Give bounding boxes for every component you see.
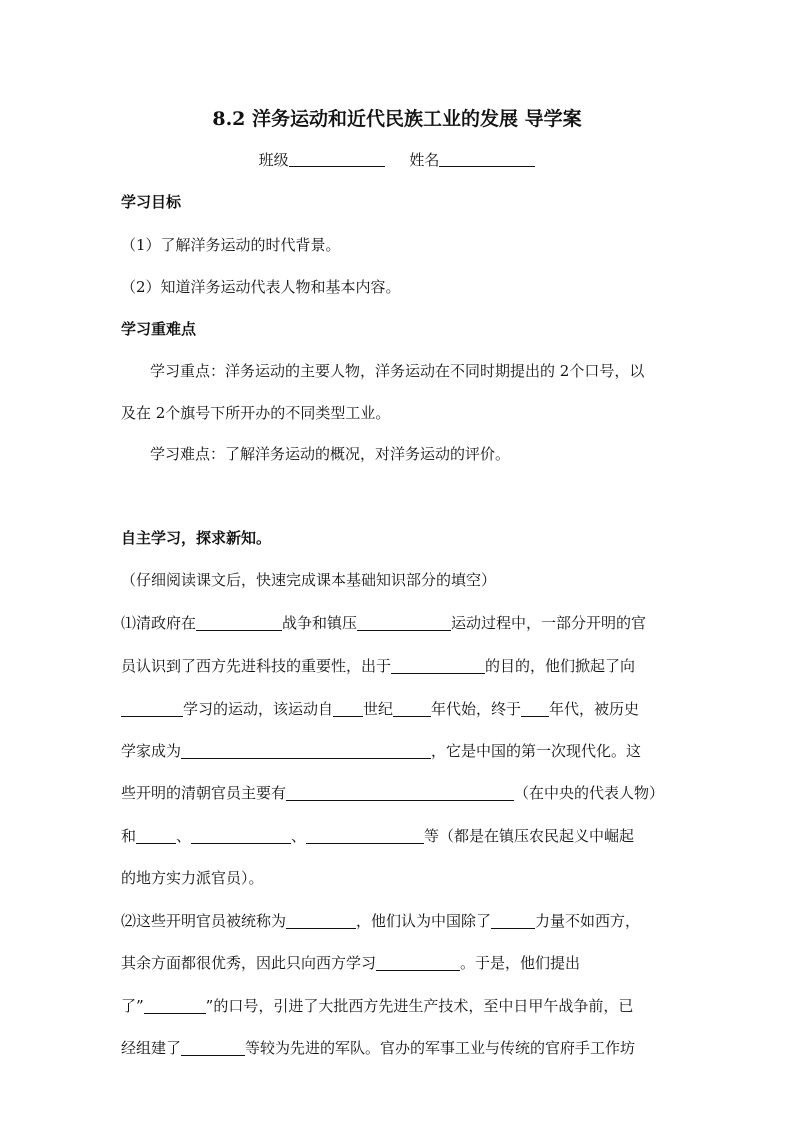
difficulty-text: 学习难点：了解洋务运动的概况，对洋务运动的评价。 — [150, 445, 511, 463]
text-segment: 世纪 — [363, 700, 394, 718]
fill-line-5 — [121, 782, 664, 803]
text-segment: 的目的，他们掀起了向 — [485, 657, 636, 675]
goals-heading: 学习目标 — [121, 193, 182, 211]
text-segment: 运动过程中，一部分开明的官 — [451, 614, 647, 632]
fill-blank[interactable] — [393, 701, 431, 717]
fill-line-9 — [121, 952, 580, 973]
fill-line-7: 的地方实力派官员）。 — [121, 869, 264, 887]
text-segment: 力量不如西方， — [535, 912, 641, 930]
fill-blank[interactable] — [333, 701, 363, 717]
key-point-text: 学习重点：洋务运动的主要人物，洋务运动在不同时期提出的 2个口号，以 — [150, 362, 645, 380]
text-segment: 学习的运动，该运动自 — [183, 700, 334, 718]
page-title: 8.2 洋务运动和近代民族工业的发展 导学案 — [212, 108, 582, 130]
name-label: 姓名 — [409, 151, 440, 169]
key-point-text-cont: 及在 2个旗号下所开办的不同类型工业。 — [121, 404, 391, 422]
class-label: 班级 — [258, 151, 289, 169]
fill-blank[interactable] — [196, 615, 282, 631]
fill-line-2 — [121, 655, 635, 676]
fill-blank[interactable] — [306, 828, 424, 844]
fill-blank[interactable] — [286, 785, 514, 801]
text-segment: 等较为先进的军队。官办的军事工业与传统的官府手工作坊 — [245, 1039, 636, 1057]
text-segment: ，他们认为中国除了 — [356, 912, 492, 930]
class-blank[interactable] — [289, 152, 385, 167]
key-points-heading: 学习重难点 — [121, 320, 197, 338]
text-segment: ⑵这些开明官员被统称为 — [121, 912, 287, 930]
text-segment: 、 — [176, 827, 192, 845]
fill-line-10 — [121, 995, 633, 1016]
text-segment: 些开明的清朝官员主要有 — [121, 784, 287, 802]
fill-blank[interactable] — [181, 1040, 245, 1056]
goal-item-1: （1）了解洋务运动的时代背景。 — [121, 236, 341, 254]
goal-item-2: （2）知道洋务运动代表人物和基本内容。 — [121, 278, 401, 296]
text-segment: 和 — [121, 827, 137, 845]
text-segment: 年代，被历史 — [549, 700, 640, 718]
text-segment: 。于是，他们提出 — [460, 954, 581, 972]
text-segment: 战争和镇压 — [282, 614, 358, 632]
text-segment: 其余方面都很优秀，因此只向西方学习 — [121, 954, 377, 972]
fill-blank[interactable] — [357, 615, 451, 631]
fill-line-3 — [121, 698, 639, 719]
text-segment: 经组建了 — [121, 1039, 182, 1057]
fill-blank[interactable] — [121, 701, 183, 717]
fill-blank[interactable] — [191, 828, 291, 844]
fill-line-11 — [121, 1037, 635, 1058]
text-segment: 员认识到了西方先进科技的重要性，出于 — [121, 657, 392, 675]
fill-blank[interactable] — [491, 913, 535, 929]
fill-blank[interactable] — [521, 701, 549, 717]
text-segment: 年代始，终于 — [431, 700, 522, 718]
text-segment: ⑴清政府在 — [121, 614, 197, 632]
text-segment: 等（都是在镇压农民起义中崛起 — [424, 827, 635, 845]
fill-line-8 — [121, 910, 640, 931]
name-blank[interactable] — [439, 152, 535, 167]
fill-line-6 — [121, 825, 634, 846]
text-segment: （在中央的代表人物） — [514, 784, 665, 802]
fill-blank[interactable] — [286, 913, 356, 929]
text-segment: ，它是中国的第一次现代化。这 — [431, 742, 642, 760]
student-info-line — [0, 149, 794, 170]
fill-blank[interactable] — [376, 955, 460, 971]
instruction-text: （仔细阅读课文后，快速完成课本基础知识部分的填空） — [121, 571, 497, 589]
fill-blank[interactable] — [144, 998, 206, 1014]
fill-line-4 — [121, 740, 641, 761]
fill-blank[interactable] — [136, 828, 176, 844]
fill-blank[interactable] — [181, 743, 431, 759]
fill-blank[interactable] — [391, 658, 485, 674]
text-segment: 学家成为 — [121, 742, 182, 760]
text-segment: ”的口号，引进了大批西方先进生产技术，至中日甲午战争前，已 — [205, 997, 634, 1015]
text-segment: 了” — [121, 997, 144, 1015]
self-study-heading: 自主学习，探求新知。 — [121, 529, 272, 547]
text-segment: 、 — [291, 827, 307, 845]
fill-line-1 — [121, 612, 646, 633]
